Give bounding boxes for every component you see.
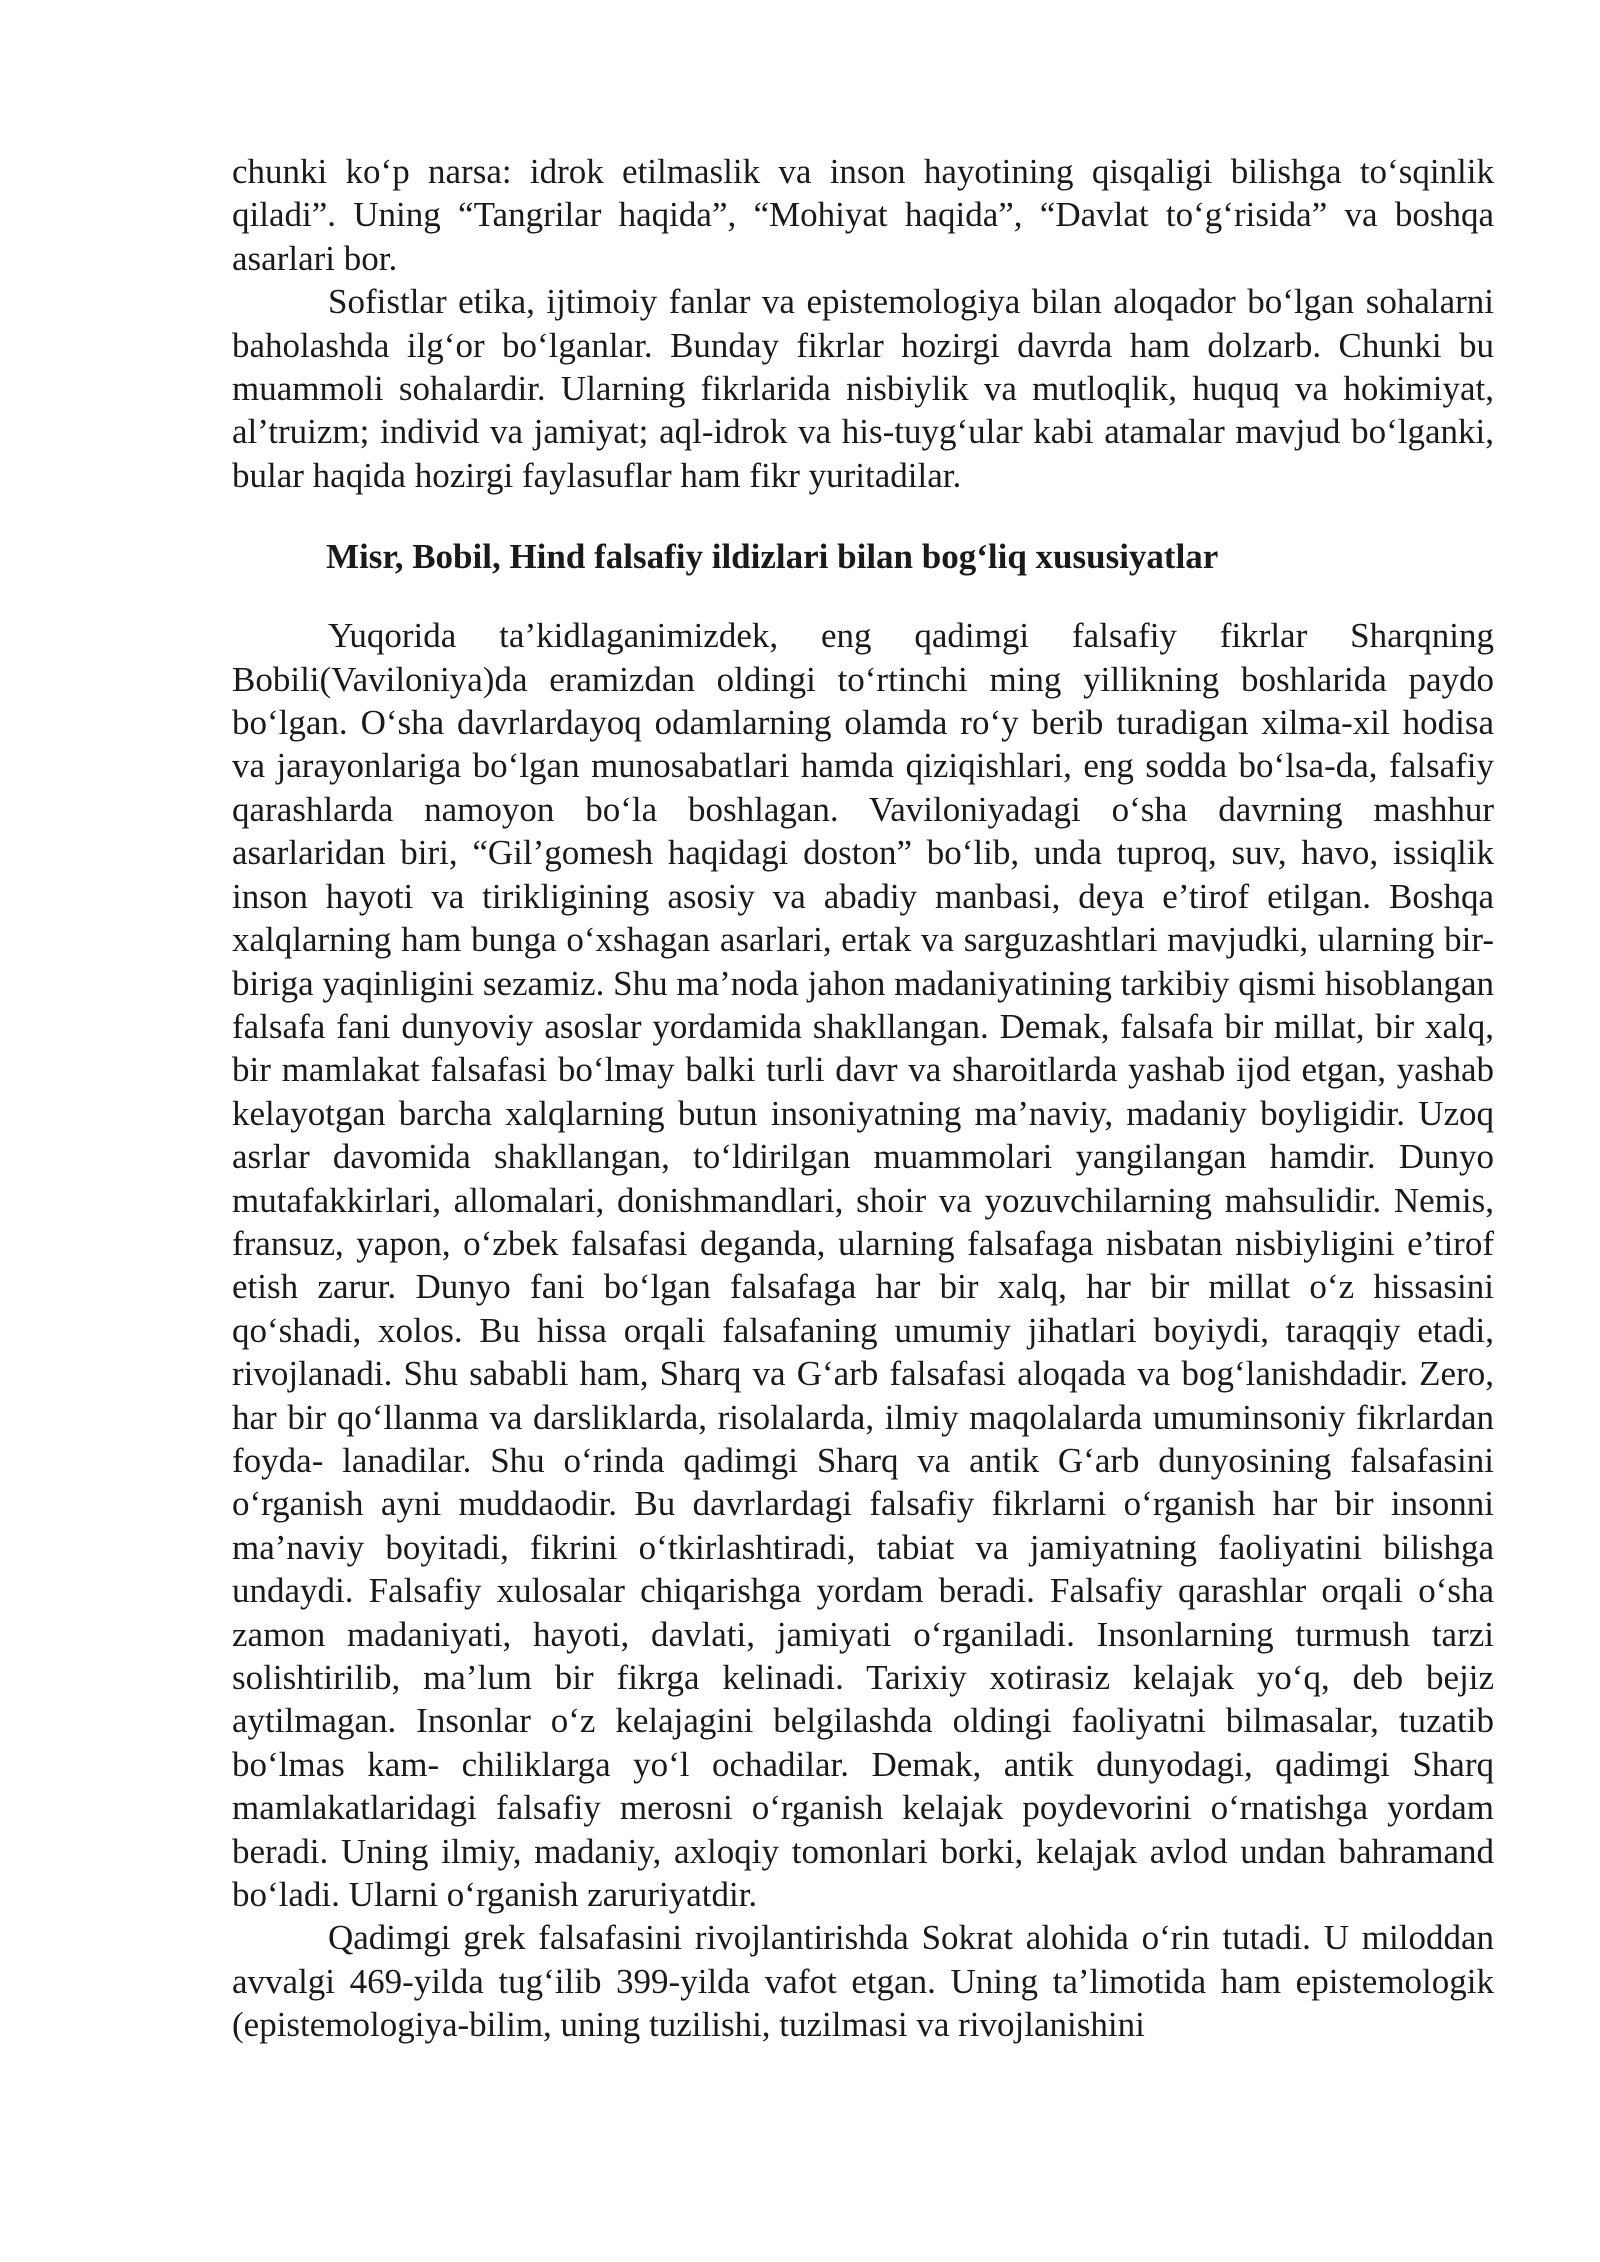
paragraph-sofistlar: Sofistlar etika, ijtimoiy fanlar va epistemologiya bilan aloqador boʻlgan sohalarni baholashda ilgʻor boʻlganlar. Bunday fikrlar hozirgi davrda ham dolzarb. Chunki bu muammoli sohalardir. Ularning fikrlarida nisbiylik va mutloqlik, huquq va hokimiyat, al’truizm; individ va jamiyat; aql-idrok va his-tuygʻular kabi atamalar mavjud boʻlganki, bular haqida hozirgi faylasuflar ham fikr yuritadilar. bbox=[232, 282, 1494, 495]
paragraph-continuation: chunki koʻp narsa: idrok etilmaslik va inson hayotining qisqaligi bilishga toʻsqinlik qiladi”. Uning “Tangrilar haqida”, “Mohiyat haqida”, “Davlat toʻgʻrisida” va boshqa asarlari bor. bbox=[232, 152, 1494, 278]
paragraph-sokrat: Qadimgi grek falsafasini rivojlantirishda Sokrat alohida oʻrin tutadi. U miloddan avvalgi 469-yilda tugʻilib 399-yilda vafot etgan. Uning ta’limotida ham epistemologik (epistemologiya-bilim, uning tuzilishi, tuzilmasi va rivojlanishini bbox=[232, 1918, 1494, 2045]
document-page bbox=[232, 150, 1494, 2047]
paragraph-yuqorida: Yuqorida ta’kidlaganimizdek, eng qadimgi falsafiy fikrlar Sharqning Bobili(Vaviloniya)da eramizdan oldingi toʻrtinchi ming yillikning boshlarida paydo boʻlgan. Oʻsha davrlardayoq odamlarning olamda roʻy berib turadigan xilma-xil hodisa va jarayonlariga boʻlgan munosabatlari hamda qiziqishlari, eng sodda boʻlsa-da, falsafiy qarashlarda namoyon boʻla boshlagan. Vaviloniyadagi oʻsha davrning mashhur asarlaridan biri, “Gil’gomesh haqidagi doston” boʻlib, unda tuproq, suv, havo, issiqlik inson hayoti va tirikligining asosiy va abadiy manbasi, deya e’tirof etilgan. Boshqa xalqlarning ham bunga oʻxshagan asarlari, ertak va sarguzashtlari mavjudki, ularning bir-biriga yaqinligini sezamiz. Shu ma’noda jahon madaniyatining tarkibiy qismi hisoblangan falsafa fani dunyoviy asoslar yordamida shakllangan. Demak, falsafa bir millat, bir xalq, bir mamlakat falsafasi boʻlmay balki turli davr va sharoitlarda yashab ijod etgan, yashab kelayotgan barcha xalqlarning butun insoniyatning ma’naviy, madaniy boyligidir. Uzoq asrlar davomida shakllangan, toʻldirilgan muammolari yangilangan hamdir. Dunyo mutafakkirlari, allomalari, donishmandlari, shoir va yozuvchilarning mahsulidir. Nemis, fransuz, yapon, oʻzbek falsafasi deganda, ularning falsafaga nisbatan nisbiyligini e’tirof etish zarur. Dunyo fani boʻlgan falsafaga har bir xalq, har bir millat oʻz hissasini qoʻshadi, xolos. Bu hissa orqali falsafaning umumiy jihatlari boyiydi, taraqqiy etadi, rivojlanadi. Shu sababli ham, Sharq va Gʻarb falsafasi aloqada va bogʻlanishdadir. Zero, har bir qoʻllanma va darsliklarda, risolalarda, ilmiy maqolalarda umuminsoniy fikrlardan foyda- lanadilar. Shu oʻrinda qadimgi Sharq va antik Gʻarb dunyosining falsafasini oʻrganish ayni muddaodir. Bu davrlardagi falsafiy fikrlarni oʻrganish har bir insonni ma’naviy boyitadi, fikrini oʻtkirlashtiradi, tabiat va jamiyatning faoliyatini bilishga undaydi. Falsafiy xulosalar chiqarishga yordam beradi. Falsafiy qarashlar orqali oʻsha zamon madaniyati, hayoti, davlati, jamiyati oʻrganiladi. Insonlarning turmush tarzi solishtirilib, ma’lum bir fikrga kelinadi. Tarixiy xotirasiz kelajak yoʻq, deb bejiz aytilmagan. Insonlar oʻz kelajagini belgilashda oldingi faoliyatni bilmasalar, tuzatib boʻlmas kam- chiliklarga yoʻl ochadilar. Demak, antik dunyodagi, qadimgi Sharq mamlakatlaridagi falsafiy merosni oʻrganish kelajak poydevorini oʻrnatishga yordam beradi. Uning ilmiy, madaniy, axloqiy tomonlari borki, kelajak avlod undan bahramand boʻladi. Ularni oʻrganish zaruriyatdir. bbox=[232, 616, 1494, 1915]
section-heading: Misr, Bobil, Hind falsafiy ildizlari bilan bogʻliq xususiyatlar bbox=[326, 537, 1219, 577]
